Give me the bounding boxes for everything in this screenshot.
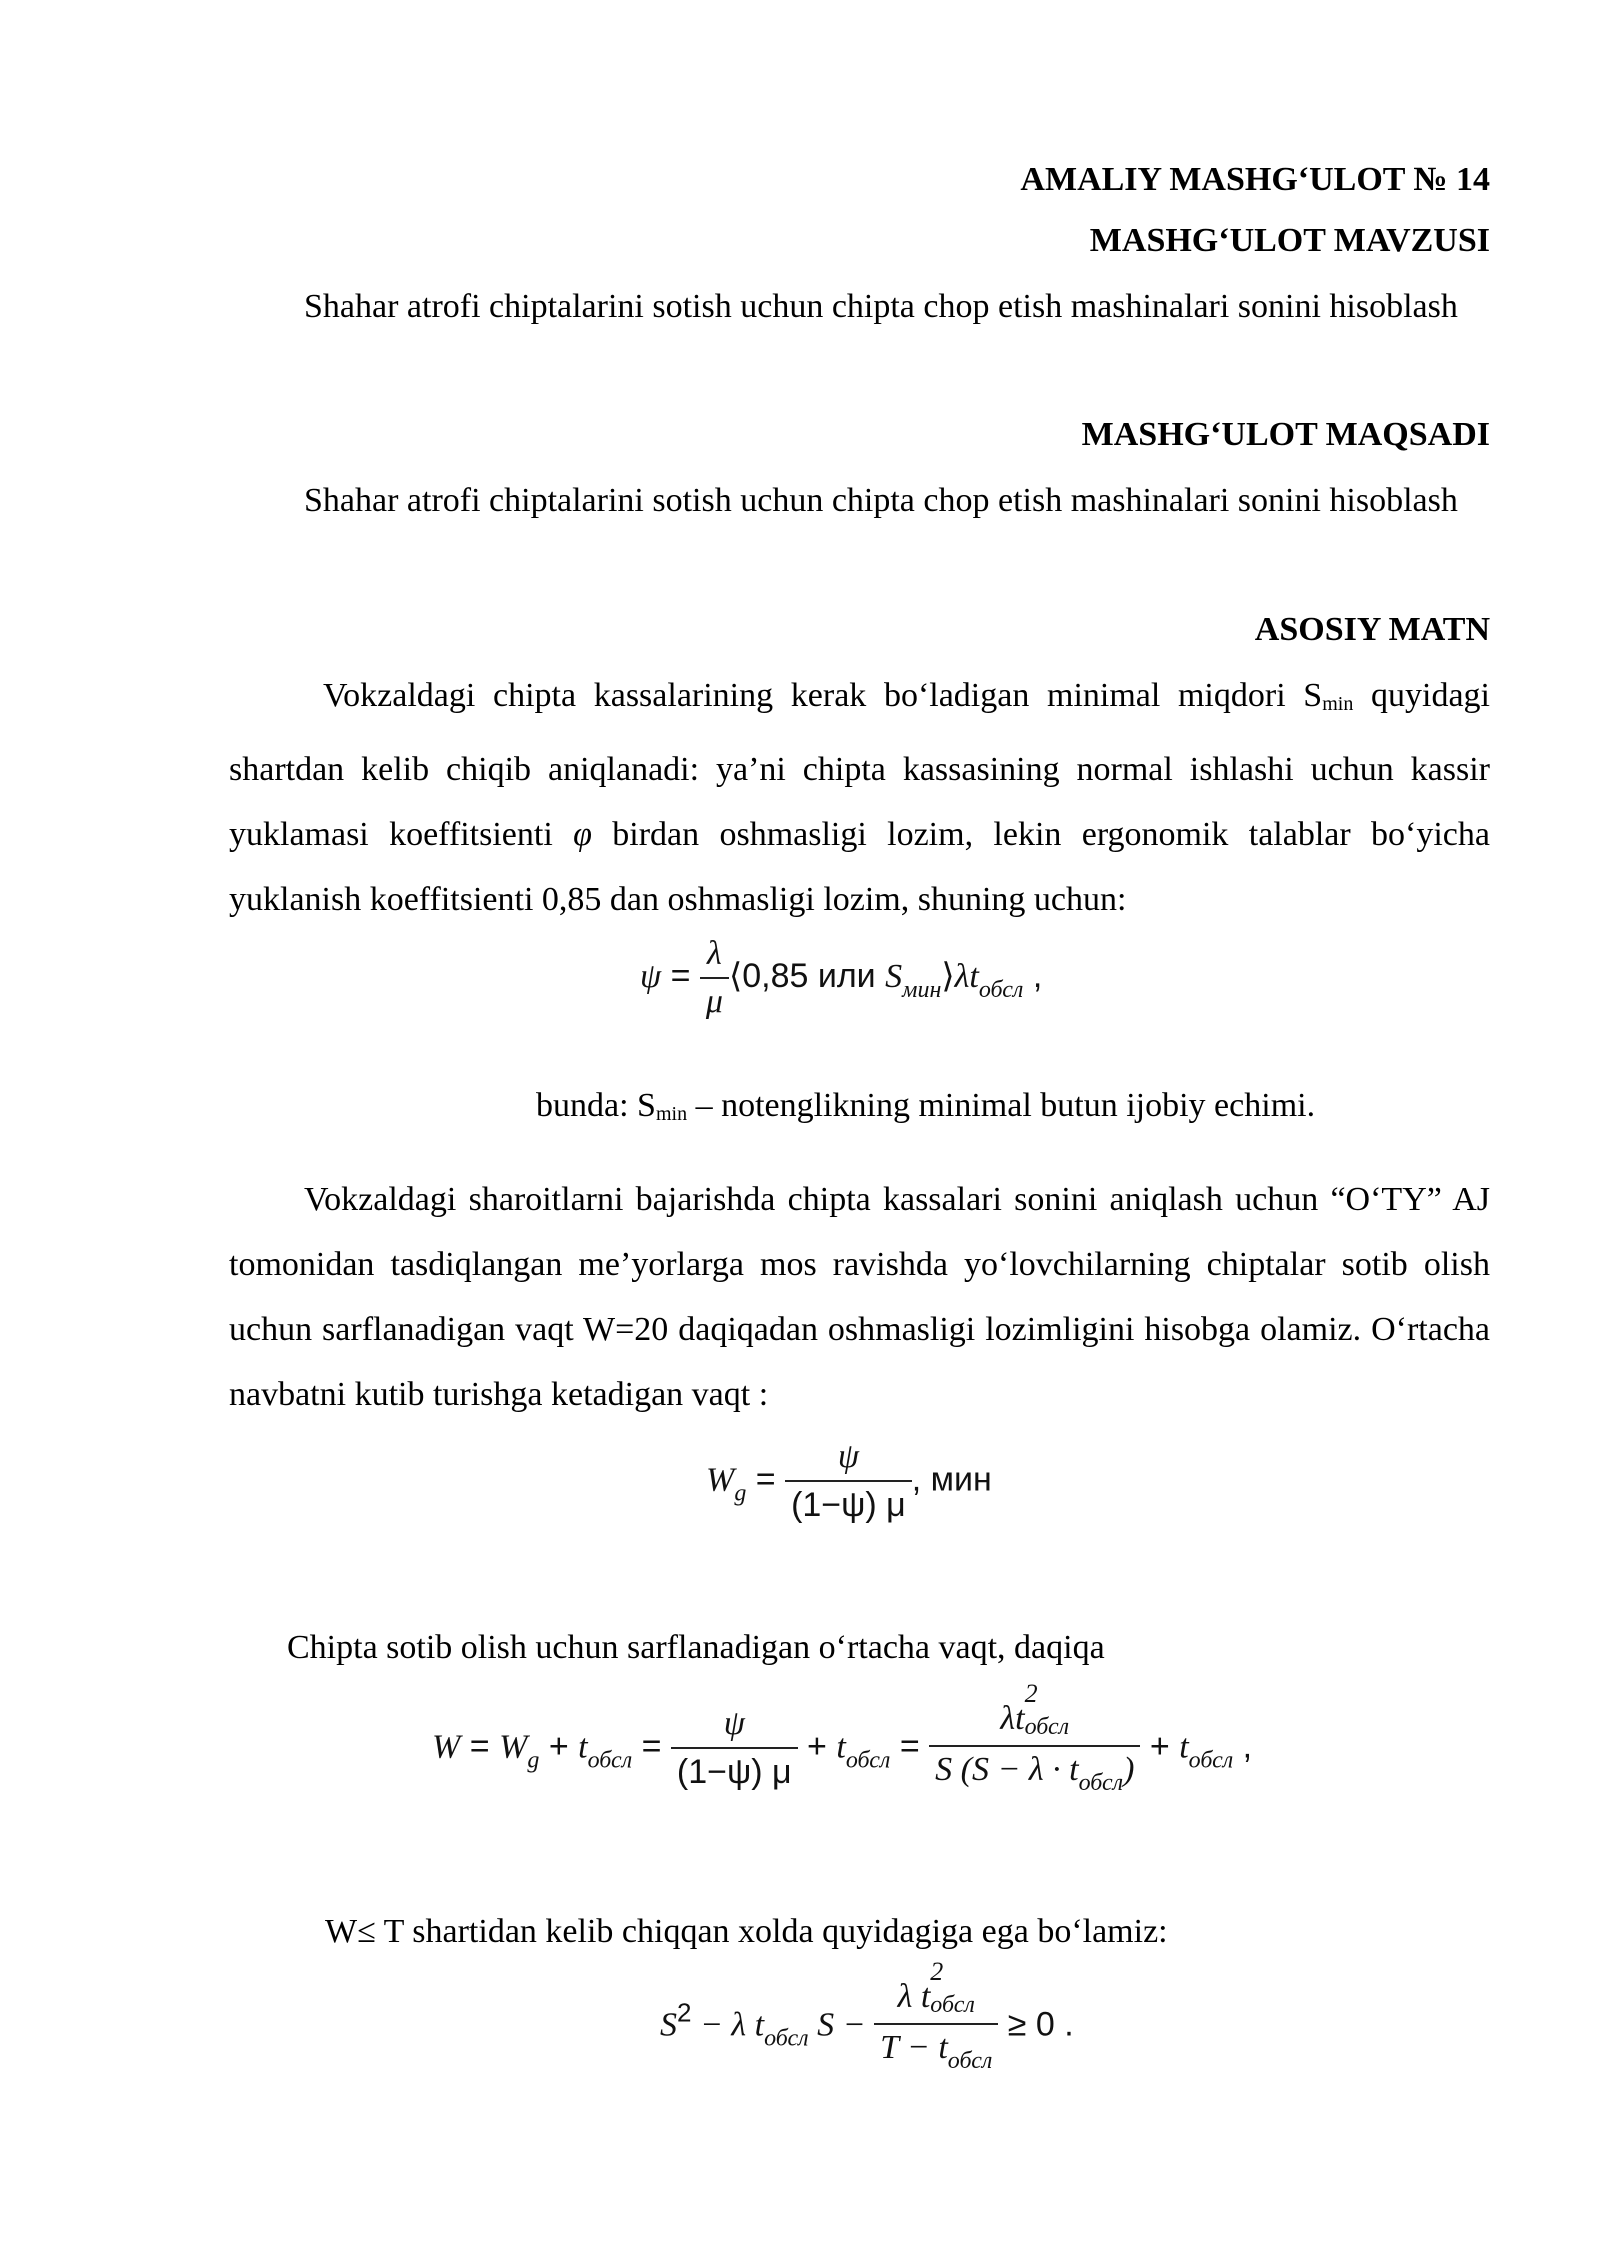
paragraph-3: Chipta sotib olish uchun sarflanadigan o‘rtacha vaqt, daqiqa	[287, 1629, 1105, 1666]
formula3-plus2: +	[797, 1727, 837, 1766]
formula1-s: S	[885, 957, 903, 995]
formula3-wg: W	[499, 1728, 528, 1766]
formula3-plus1: +	[539, 1727, 579, 1766]
formula4-num-sq: 2	[930, 1957, 944, 1987]
formula2-unit: , мин	[911, 1460, 992, 1499]
bunda-prefix: bunda: S	[536, 1087, 656, 1124]
formula2-w: W	[706, 1461, 735, 1499]
formula3-t3: t	[1179, 1728, 1189, 1766]
formula3-t1-sub: обсл	[587, 1747, 633, 1774]
formula3-fraction1	[671, 1705, 798, 1792]
formula-waiting-time	[706, 1438, 992, 1525]
formula1-value: 0,85 или	[742, 956, 876, 995]
formula-condition	[660, 1957, 1074, 2075]
formula3-plus3: +	[1140, 1727, 1180, 1766]
formula1-fraction	[700, 935, 729, 1021]
formula2-den: (1−ψ) μ	[785, 1480, 912, 1525]
practice-heading: AMALIY MASHG‘ULOT № 14	[1020, 161, 1490, 198]
formula4-num-sub: обсл	[930, 1992, 975, 2019]
paragraph-1-end: birdan oshmasligi lozim, lekin ergonomik talablar bo‘yicha yuklanish koeffitsienti 0,85 dan oshmasligi lozim, shuning uchun:	[229, 816, 1490, 918]
formula4-s2: S −	[808, 2006, 875, 2044]
formula4-den	[874, 2023, 998, 2075]
formula3-den2-sub: обсл	[1078, 1770, 1124, 1797]
formula4-geq: ≥ 0 .	[998, 2005, 1074, 2044]
formula1-num: λ	[707, 935, 722, 972]
formula3-end: ,	[1233, 1727, 1253, 1766]
formula3-lambda-t: λt	[1000, 1700, 1025, 1737]
paragraph-4: W≤ T shartidan kelib chiqqan xolda quyidagiga ega bo‘lamiz:	[325, 1913, 1168, 1950]
formula1-t: t	[969, 957, 979, 995]
goal-heading: MASHG‘ULOT MAQSADI	[1081, 416, 1490, 453]
formula3-t2-sub: обсл	[845, 1747, 891, 1774]
formula3-t3-sub: обсл	[1188, 1747, 1234, 1774]
formula4-t: t	[754, 2006, 765, 2044]
formula-load-coefficient	[640, 935, 1042, 1021]
formula3-den1: (1−ψ) μ	[671, 1747, 798, 1792]
formula3-num-sub: обсл	[1024, 1714, 1070, 1741]
topic-heading: MASHG‘ULOT MAVZUSI	[1089, 222, 1490, 259]
paragraph-1-sub: min	[1322, 693, 1354, 715]
formula4-den-main: T − t	[880, 2029, 948, 2067]
formula3-t2: t	[836, 1728, 846, 1766]
phi-symbol: φ	[573, 816, 592, 853]
formula3-den2-close: )	[1123, 1751, 1135, 1789]
formula3-den2	[929, 1745, 1140, 1797]
formula3-fraction2	[929, 1679, 1140, 1797]
formula1-close: ⟩	[941, 956, 955, 995]
formula1-den: μ	[700, 977, 729, 1021]
formula4-t-sub: обсл	[764, 2025, 809, 2052]
formula4-den-sub: обсл	[947, 2048, 993, 2075]
formula1-eq: =	[661, 956, 700, 995]
formula1-t-sub: обсл	[978, 976, 1024, 1003]
formula3-sq: 2	[1024, 1679, 1038, 1709]
formula1-lambda: λ	[954, 957, 970, 995]
formula3-t-stack	[1024, 1679, 1070, 1741]
formula3-wg-sub: g	[527, 1747, 540, 1774]
formula3-w: W	[432, 1728, 461, 1766]
formula2-w-sub: g	[734, 1480, 747, 1507]
bunda-sub: min	[655, 1103, 688, 1125]
paragraph-2: Vokzaldagi sharoitlarni bajarishda chipta kassalari sonini aniqlash uchun “O‘TY” AJ tomonidan tasdiqlangan me’yorlarga mos ravishda yo‘lovchilarning chiptalar sotib olish uchun sarflanadigan vaqt W=20 daqiqadan oshmasligi lozimligini hisobga olamiz. O‘rtacha navbatni kutib turishga ketadigan vaqt :	[229, 1181, 1490, 1413]
main-heading: ASOSIY MATN	[1254, 611, 1490, 648]
formula4-t-stack	[930, 1957, 975, 2019]
bunda-text: – notenglikning minimal butun ijobiy echimi.	[687, 1087, 1316, 1124]
paragraph-1	[229, 663, 1490, 932]
goal-text: Shahar atrofi chiptalarini sotish uchun chipta chop etish mashinalari sonini hisoblash	[304, 482, 1458, 519]
formula1-end: ,	[1023, 956, 1043, 995]
formula4-sq: 2	[677, 1997, 692, 2028]
formula3-eq3: =	[890, 1727, 930, 1766]
formula1-open: ⟨	[728, 956, 743, 995]
formula2-eq: =	[746, 1460, 786, 1499]
formula-average-time	[432, 1679, 1253, 1797]
formula3-den2-main: S (S − λ · t	[935, 1751, 1079, 1789]
formula2-fraction	[785, 1438, 912, 1525]
formula4-fraction	[874, 1957, 998, 2075]
bunda-line	[536, 1073, 1436, 1147]
formula3-eq1: =	[460, 1727, 500, 1766]
formula3-num1: ψ	[723, 1705, 745, 1743]
formula4-num	[874, 1957, 998, 2023]
formula4-minus-lambda: − λ	[691, 2006, 755, 2044]
formula3-num2	[929, 1679, 1140, 1745]
formula3-eq2: =	[632, 1727, 671, 1766]
formula3-t1: t	[578, 1728, 588, 1766]
paragraph-1-middle: quyidagi shartdan kelib chiqib aniqlanadi: ya’ni chipta kassasining normal ishlashi uchun kassir yuklamasi koeffitsienti	[229, 677, 1491, 853]
formula4-num-main: λ t	[897, 1978, 931, 2015]
formula1-s-sub: мин	[902, 976, 942, 1003]
formula2-num: ψ	[837, 1438, 859, 1475]
formula4-s: S	[660, 2006, 677, 2044]
topic-text: Shahar atrofi chiptalarini sotish uchun chipta chop etish mashinalari sonini hisoblash	[304, 288, 1458, 325]
formula1-psi: ψ	[640, 957, 662, 995]
paragraph-1-start: Vokzaldagi chipta kassalarining kerak bo‘ladigan minimal miqdori S	[323, 677, 1323, 714]
